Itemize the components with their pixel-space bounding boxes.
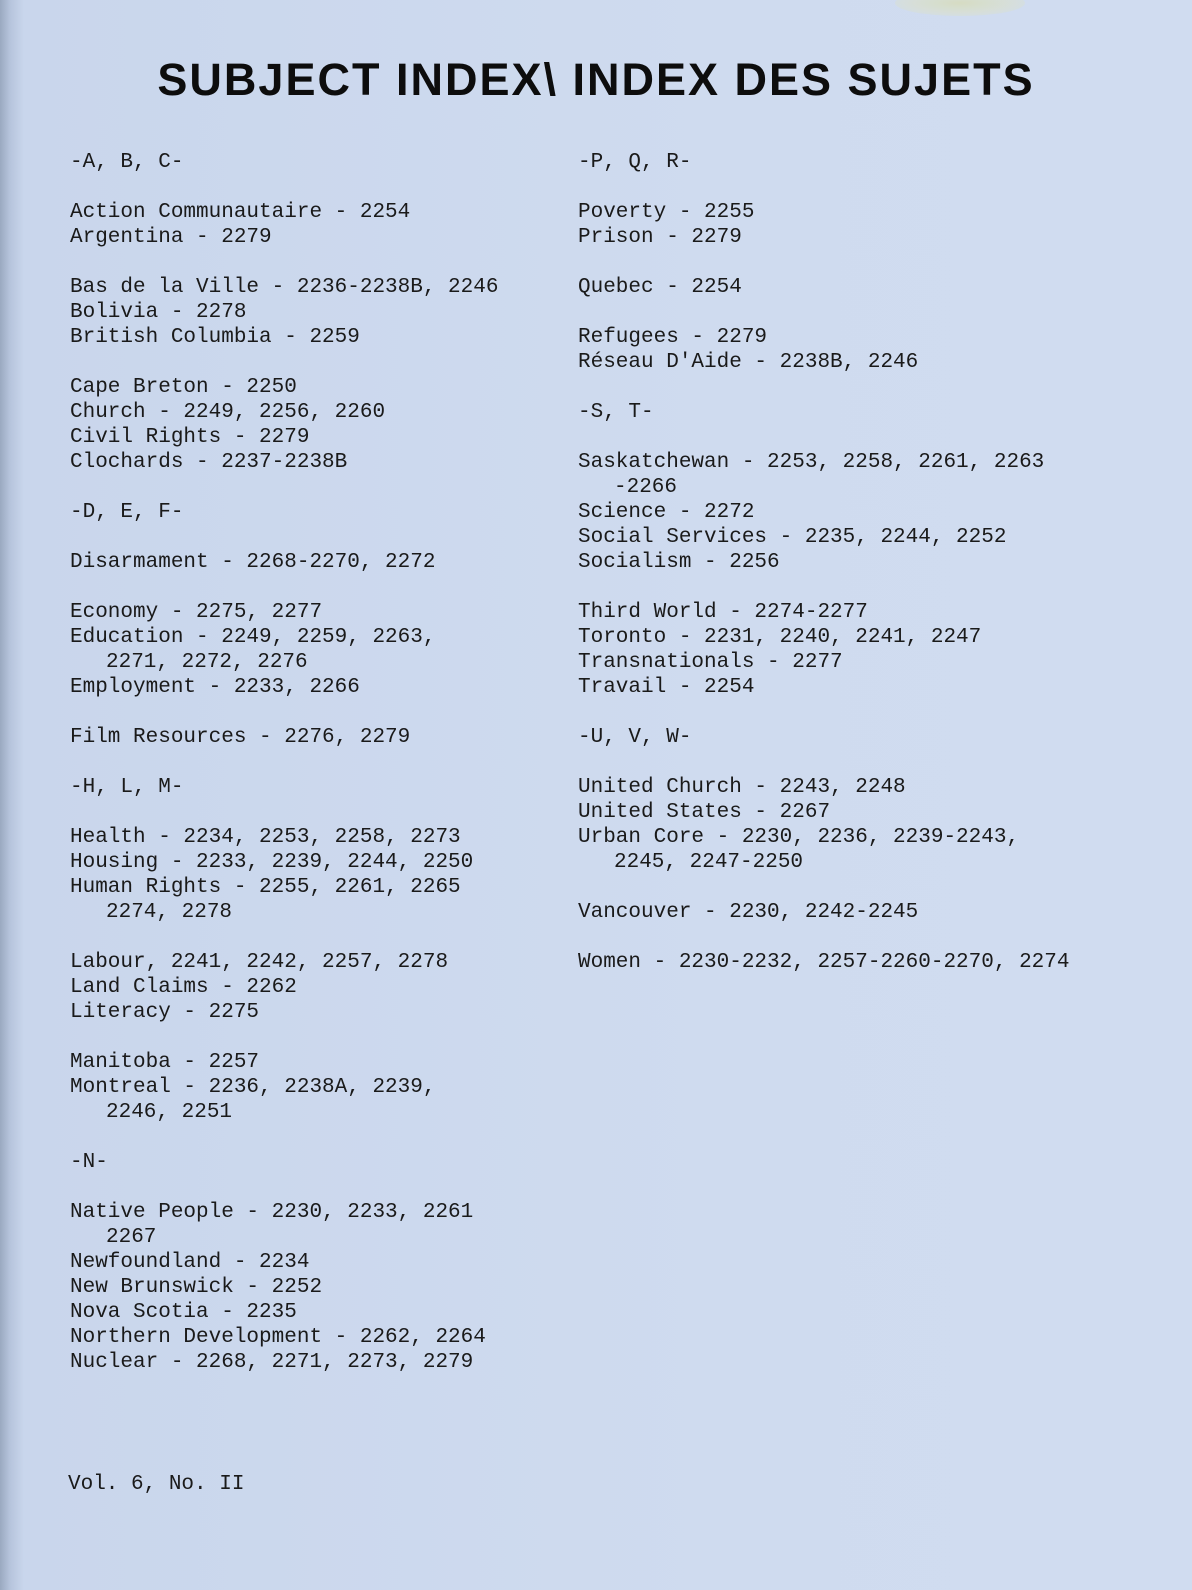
entry-text: Argentina - 2279 bbox=[70, 226, 272, 249]
entry-continuation: 2245, 2247-2250 bbox=[614, 851, 804, 874]
entry-text: Cape Breton - 2250 bbox=[70, 376, 297, 399]
index-entry bbox=[70, 1050, 600, 1075]
entry-text: Human Rights - 2255, 2261, 2265 bbox=[70, 876, 461, 899]
index-entry bbox=[578, 800, 1108, 825]
index-entry bbox=[70, 950, 600, 975]
entry-text: Newfoundland - 2234 bbox=[70, 1251, 310, 1274]
index-entry bbox=[70, 825, 600, 850]
section-header: -P, Q, R- bbox=[578, 151, 692, 174]
index-entry bbox=[70, 450, 600, 475]
page-title: SUBJECT INDEX\ INDEX DES SUJETS bbox=[157, 54, 1035, 105]
entry-text: Transnationals - 2277 bbox=[578, 651, 843, 674]
index-entry bbox=[70, 550, 600, 575]
section-header: -U, V, W- bbox=[578, 726, 692, 749]
entry-text: Montreal - 2236, 2238A, 2239, bbox=[70, 1076, 436, 1099]
index-entry bbox=[578, 350, 1108, 375]
entry-group bbox=[578, 600, 1108, 700]
index-entry bbox=[70, 600, 600, 625]
index-section bbox=[578, 725, 1108, 975]
index-entry bbox=[578, 525, 1108, 550]
entry-text: Refugees - 2279 bbox=[578, 326, 768, 349]
index-entry bbox=[578, 200, 1108, 225]
entry-continuation: 2246, 2251 bbox=[106, 1101, 233, 1124]
index-entry bbox=[70, 1000, 600, 1025]
entry-text: Women - 2230-2232, 2257-2260-2270, 2274 bbox=[578, 951, 1070, 974]
entry-text: Labour, 2241, 2242, 2257, 2278 bbox=[70, 951, 449, 974]
index-entry bbox=[70, 850, 600, 875]
right-column bbox=[578, 150, 1108, 1000]
entry-text: Third World - 2274-2277 bbox=[578, 601, 868, 624]
entry-group bbox=[70, 825, 600, 925]
entry-group bbox=[70, 950, 600, 1025]
section-header: -N- bbox=[70, 1151, 108, 1174]
index-entry bbox=[578, 550, 1108, 575]
entry-text: Economy - 2275, 2277 bbox=[70, 601, 323, 624]
entry-text: Health - 2234, 2253, 2258, 2273 bbox=[70, 826, 461, 849]
entry-group bbox=[578, 450, 1108, 575]
entry-continuation: 2274, 2278 bbox=[106, 901, 233, 924]
entry-group bbox=[70, 375, 600, 475]
entry-text: Science - 2272 bbox=[578, 501, 755, 524]
index-entry bbox=[578, 275, 1108, 300]
index-entry bbox=[70, 275, 600, 300]
entry-group bbox=[70, 600, 600, 700]
index-entry bbox=[578, 325, 1108, 350]
entry-text: Saskatchewan - 2253, 2258, 2261, 2263 bbox=[578, 451, 1045, 474]
entry-text: Civil Rights - 2279 bbox=[70, 426, 310, 449]
index-entry bbox=[578, 775, 1108, 800]
paper-stain bbox=[895, 0, 1025, 16]
entry-text: Quebec - 2254 bbox=[578, 276, 742, 299]
index-entry bbox=[70, 875, 600, 925]
entry-text: Socialism - 2256 bbox=[578, 551, 780, 574]
section-header: -H, L, M- bbox=[70, 776, 184, 799]
entry-text: United Church - 2243, 2248 bbox=[578, 776, 906, 799]
index-entry bbox=[70, 1350, 600, 1375]
entry-text: Employment - 2233, 2266 bbox=[70, 676, 360, 699]
index-entry bbox=[70, 975, 600, 1000]
entry-continuation: -2266 bbox=[614, 476, 678, 499]
entry-text: Vancouver - 2230, 2242-2245 bbox=[578, 901, 919, 924]
entry-text: Housing - 2233, 2239, 2244, 2250 bbox=[70, 851, 474, 874]
entry-text: Nuclear - 2268, 2271, 2273, 2279 bbox=[70, 1351, 474, 1374]
index-section bbox=[70, 775, 600, 1125]
index-entry bbox=[70, 200, 600, 225]
entry-group bbox=[578, 900, 1108, 925]
index-entry bbox=[70, 725, 600, 750]
entry-group bbox=[578, 200, 1108, 250]
entry-text: Réseau D'Aide - 2238B, 2246 bbox=[578, 351, 919, 374]
index-entry bbox=[70, 300, 600, 325]
entry-group bbox=[70, 1050, 600, 1125]
index-section bbox=[70, 150, 600, 475]
entry-text: Manitoba - 2257 bbox=[70, 1051, 260, 1074]
index-entry bbox=[578, 500, 1108, 525]
entry-text: Poverty - 2255 bbox=[578, 201, 755, 224]
entry-group bbox=[70, 550, 600, 575]
entry-text: Native People - 2230, 2233, 2261 bbox=[70, 1201, 474, 1224]
index-entry bbox=[578, 900, 1108, 925]
left-column bbox=[70, 150, 600, 1400]
entry-group bbox=[578, 775, 1108, 875]
entry-text: Bolivia - 2278 bbox=[70, 301, 247, 324]
index-entry bbox=[578, 600, 1108, 625]
index-entry bbox=[70, 225, 600, 250]
entry-group bbox=[578, 950, 1108, 975]
index-entry bbox=[578, 950, 1108, 975]
index-entry bbox=[70, 425, 600, 450]
entry-text: Land Claims - 2262 bbox=[70, 976, 297, 999]
section-header: -A, B, C- bbox=[70, 151, 184, 174]
index-entry bbox=[70, 1250, 600, 1275]
entry-group bbox=[70, 275, 600, 350]
volume-footer: Vol. 6, No. II bbox=[68, 1473, 245, 1496]
entry-text: Travail - 2254 bbox=[578, 676, 755, 699]
section-header: -S, T- bbox=[578, 401, 654, 424]
entry-text: Bas de la Ville - 2236-2238B, 2246 bbox=[70, 276, 499, 299]
index-entry bbox=[70, 1300, 600, 1325]
entry-group bbox=[70, 200, 600, 250]
index-entry bbox=[70, 1325, 600, 1350]
index-entry bbox=[70, 375, 600, 400]
entry-text: Disarmament - 2268-2270, 2272 bbox=[70, 551, 436, 574]
index-entry bbox=[70, 1075, 600, 1125]
entry-text: Social Services - 2235, 2244, 2252 bbox=[578, 526, 1007, 549]
index-entry bbox=[578, 625, 1108, 650]
entry-text: Northern Development - 2262, 2264 bbox=[70, 1326, 486, 1349]
entry-text: Church - 2249, 2256, 2260 bbox=[70, 401, 386, 424]
index-entry bbox=[70, 625, 600, 675]
entry-text: Toronto - 2231, 2240, 2241, 2247 bbox=[578, 626, 982, 649]
index-section bbox=[70, 500, 600, 750]
entry-group bbox=[70, 725, 600, 750]
index-entry bbox=[578, 675, 1108, 700]
index-section bbox=[70, 1150, 600, 1375]
entry-continuation: 2267 bbox=[106, 1226, 157, 1249]
entry-continuation: 2271, 2272, 2276 bbox=[106, 651, 308, 674]
index-entry bbox=[70, 675, 600, 700]
entry-group bbox=[578, 275, 1108, 300]
section-header: -D, E, F- bbox=[70, 501, 184, 524]
index-entry bbox=[578, 825, 1108, 875]
entry-text: Film Resources - 2276, 2279 bbox=[70, 726, 411, 749]
index-section bbox=[578, 400, 1108, 700]
entry-text: Nova Scotia - 2235 bbox=[70, 1301, 297, 1324]
entry-text: United States - 2267 bbox=[578, 801, 831, 824]
entry-text: Action Communautaire - 2254 bbox=[70, 201, 411, 224]
index-entry bbox=[70, 325, 600, 350]
index-section bbox=[578, 150, 1108, 375]
index-entry bbox=[578, 225, 1108, 250]
entry-text: Urban Core - 2230, 2236, 2239-2243, bbox=[578, 826, 1020, 849]
entry-group bbox=[70, 1200, 600, 1375]
index-entry bbox=[70, 400, 600, 425]
index-entry bbox=[70, 1200, 600, 1250]
entry-text: British Columbia - 2259 bbox=[70, 326, 360, 349]
index-entry bbox=[578, 650, 1108, 675]
entry-group bbox=[578, 325, 1108, 375]
entry-text: New Brunswick - 2252 bbox=[70, 1276, 323, 1299]
entry-text: Education - 2249, 2259, 2263, bbox=[70, 626, 436, 649]
entry-text: Clochards - 2237-2238B bbox=[70, 451, 348, 474]
entry-text: Prison - 2279 bbox=[578, 226, 742, 249]
index-entry bbox=[70, 1275, 600, 1300]
entry-text: Literacy - 2275 bbox=[70, 1001, 260, 1024]
index-entry bbox=[578, 450, 1108, 500]
